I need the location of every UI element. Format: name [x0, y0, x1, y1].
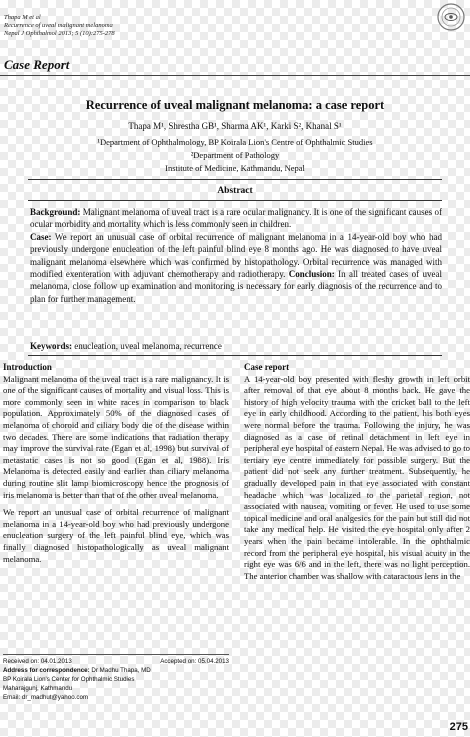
correspondence-address	[3, 666, 229, 675]
article-title: Recurrence of uveal malignant melanoma: a case report	[85, 98, 385, 112]
abstract-conclusion-label: Conclusion:	[288, 269, 335, 280]
abstract-case-label: Case:	[30, 231, 52, 242]
running-header-title: Recurrence of uveal malignant melanoma	[4, 22, 113, 29]
received-date: Received on: 04.01.2013	[3, 658, 72, 665]
author-list: Thapa M¹, Shrestha GB¹, Sharma AK¹, Karki S², Khanal S¹	[128, 121, 342, 131]
journal-logo-icon	[436, 2, 466, 32]
introduction-paragraph-1: Malignant melanoma of the uveal tract is a rare malignancy. It is one of the significant causes of mortality and visual loss. This is more commonly seen in white races in comparison to black population. Approximately 50% of the diagnosed cases of melanoma of choroid and ciliary body die of the disease within two decades. There are some indications that radiation therapy may improve the survival rate (Egan et al, 1998) but survival of metastatic cases is not so good (Egan et al, 1988). Iris Melanoma is detected easily and earlier than ciliary melanoma during routine slit lamp biomicroscopy hence the prognosis of iris melanoma is better than that of the other uveal melanoma.	[3, 373, 229, 500]
case-report-paragraph: A 14-year-old boy presented with fleshy growth in left orbit after removal of that eye about 8 months back. He gave the history of high velocity trauma with the cricket ball to the left eye in early childhood. According to the patient, his both eyes were normal before the trauma. Following the injury, he was diagnosed as a case of retinal detachment in left eye in peripheral eye hospital of eastern Nepal. He was advised to go to tertiary eye centre immediately for possible surgery. But the patient did not seek any further treatment. Subsequently, he gradually developed pain in that eye associated with constant headache which was localized to the parietal region, not associated with nausea, vomiting or fever. He used to use some topical medicine and oral analgesics for the pain but still did not take any medical help. He visited the eye hospital only after 2 years when the pain became intolerable. In the ophthalmic record from the peripheral eye hospital, his visual acuity in the right eye was 6/6 and in the left, there was no light perception. The anterior chamber was shallow with cataractous lens in the	[244, 373, 470, 581]
running-header-author: Thapa M et al	[4, 14, 41, 21]
correspondence-line-1: BP Koirala Lion's Center for Ophthalmic Studies	[3, 676, 135, 683]
correspondence-box	[3, 654, 229, 702]
abstract-paragraph	[30, 231, 442, 305]
abstract-background-label: Background:	[30, 207, 81, 217]
correspondence-label: Address for correspondence:	[3, 667, 90, 674]
abstract-bottom-rule	[28, 355, 442, 356]
introduction-paragraph-2: We report an unusual case of orbital recurrence of malignant melanoma in a 14-year-old boy who had previously undergone enucleation surgery of the left painful blind eye, which was finally diagnosed histopathologically as uveal malignant melanoma.	[3, 507, 229, 564]
case-report-heading: Case report	[244, 362, 290, 372]
abstract-heading: Abstract	[217, 186, 253, 196]
running-header-citation: Nepal J Ophthalmol 2013; 5 (10):275-278	[4, 30, 115, 37]
page-number: 275	[449, 721, 468, 733]
received-row	[3, 657, 229, 666]
keywords-label: Keywords:	[30, 341, 72, 351]
column-right	[244, 362, 470, 588]
correspondence-email: Email: dr_madhut@yahoo.com	[3, 694, 89, 701]
affiliation-1: ¹Department of Ophthalmology, BP Koirala Lion's Centre of Ophthalmic Studies	[97, 137, 373, 147]
section-label: Case Report	[4, 57, 70, 72]
abstract-top-rule	[28, 179, 442, 180]
introduction-heading: Introduction	[3, 362, 52, 372]
keywords	[30, 341, 442, 351]
affiliation-3: Institute of Medicine, Kathmandu, Nepal	[165, 163, 305, 173]
abstract-paragraph	[30, 206, 442, 231]
correspondence-line-2: Maharajgunj, Kathmandu	[3, 685, 73, 692]
abstract-body	[30, 206, 442, 305]
column-left	[3, 362, 229, 571]
accepted-date: Accepted on: 05.04.2013	[160, 658, 229, 665]
abstract-case-text: We report an unusual case of orbital recurrence of malignant melanoma in a 14-year-old boy who had previously undergone enucleation of the left painful blind eye 8 months ago. He was diagnosed to have uveal malignant melanoma elsewhere which was confirmed by histopathology. Orbital recurrence was managed with modified exenteration with adjuvant chemotherapy and radiotherapy.	[30, 231, 442, 280]
affiliation-2: ²Department of Pathology	[190, 150, 280, 160]
running-header	[4, 14, 115, 38]
correspondence-name: Dr Madhu Thapa, MD	[89, 667, 151, 674]
keywords-text: enucleation, uveal melanoma, recurrence	[72, 341, 222, 351]
abstract-heading-rule	[28, 200, 442, 201]
header-divider	[0, 75, 470, 76]
abstract-conclusion-text: In all treated cases of uveal melanoma, close follow up examination and monitoring is necessary for early diagnosis of the recurrence and to plan for further management.	[30, 269, 443, 304]
abstract-background-text: Malignant melanoma of uveal tract is a rare ocular malignancy. It is one of the significant causes of ocular morbidity and mortality which is less commonly seen in children.	[30, 207, 442, 230]
